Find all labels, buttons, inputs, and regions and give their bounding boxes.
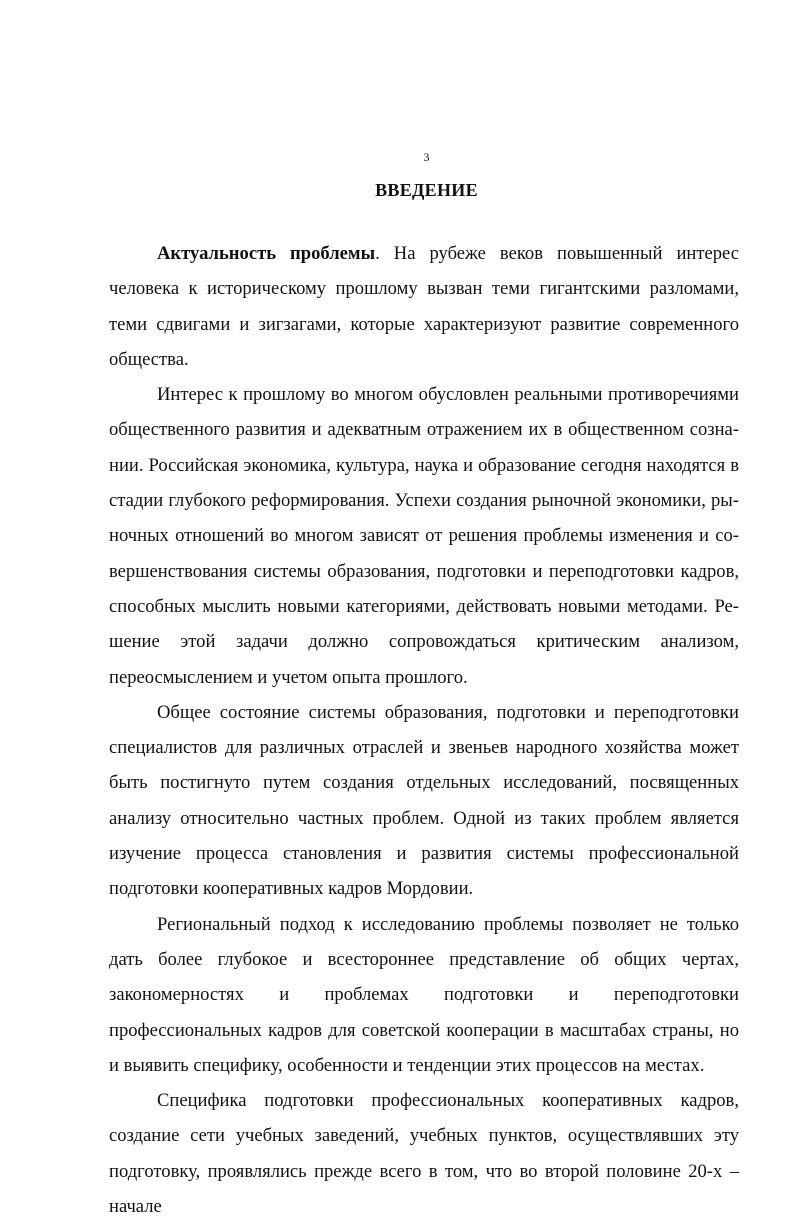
page-number: 3 bbox=[423, 150, 430, 164]
body-text bbox=[109, 236, 739, 1224]
paragraph-interest: Интерес к прошлому во многом обусловлен реальными противоречиями общественного развития и адекватным отражением их в общественном сознании. Российская экономика, культура, наука и образование сегодня находятся в стадии глубокого реформирования. Успехи создания рыночной экономики, рыночных отношений во многом зависят от решения проблемы изменения и совершенствования системы образования, подготовки и переподготовки кадров, способных мыслить новыми категориями, действовать новыми методами. Решение этой задачи должно сопровождаться критическим анализом, переосмыслением и учетом опыта прошлого. bbox=[109, 384, 739, 688]
paragraph-regional-approach: Региональный подход к исследованию проблемы позволяет не только дать более глубокое и всестороннее представление об общих чертах, закономерностях и проблемах подготовки и переподготовки профессиональных кадров для советской кооперации в масштабах страны, но и выявить специфику, особенности и тенденции этих процессов на местах. bbox=[109, 913, 739, 1076]
paragraph-general-state: Общее состояние системы образования, подготовки и переподготовки специалистов для различных отраслей и звеньев народного хозяйства может быть постигнуто путем создания отдельных исследований, посвященных анализу относительно частных проблем. Одной из таких проблем является изучение процесса становления и развития системы профессиональной подготовки кооперативных кадров Мордовии. bbox=[109, 701, 739, 900]
paragraph-relevance bbox=[109, 236, 739, 377]
paragraph-specifics: Специфика подготовки профессиональных кооперативных кадров, создание сети учебных заведений, учебных пунктов, осуществлявших эту подготовку, проявлялись прежде всего в том, что во второй половине 20-х – начале bbox=[109, 1090, 739, 1218]
paragraph-lead: Актуальность проблемы bbox=[157, 243, 376, 264]
paragraph-text: . На рубеже веков повышенный интерес человека к историческому прошлому вызван теми гигантскими разломами, теми сдвигами и зигзагами, которые характеризуют развитие современного общества. bbox=[109, 243, 739, 370]
page-title: ВВЕДЕНИЕ bbox=[375, 180, 478, 200]
